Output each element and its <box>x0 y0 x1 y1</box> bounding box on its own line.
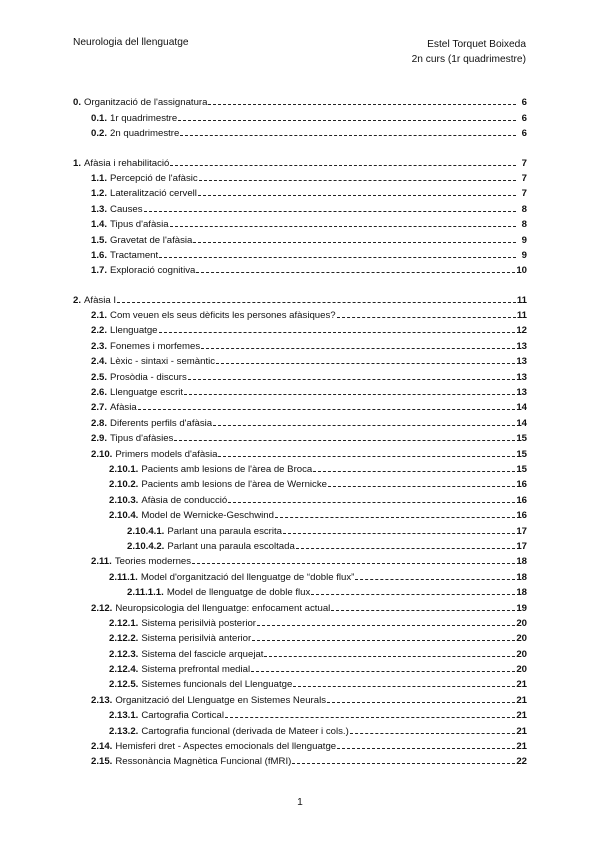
toc-entry-page: 6 <box>521 128 527 140</box>
toc-entry-title: Diferents perfils d'afàsia <box>110 417 213 429</box>
toc-dot-leader <box>251 670 515 672</box>
toc-entry-page: 13 <box>516 387 527 399</box>
toc-entry[interactable] <box>73 124 527 139</box>
toc-entry-title: Tipus d'afàsies <box>110 433 174 445</box>
toc-entry-page: 21 <box>516 679 527 691</box>
toc-dot-leader <box>264 655 515 657</box>
toc-entry-page: 9 <box>521 234 527 246</box>
toc-entry-number: 1.4. <box>91 219 108 231</box>
toc-dot-leader <box>184 393 515 395</box>
toc-entry-page: 7 <box>521 157 527 169</box>
toc-entry[interactable] <box>73 321 527 336</box>
toc-dot-leader <box>159 331 516 333</box>
toc-entry-page: 19 <box>516 602 527 614</box>
toc-entry-title: Ressonància Magnètica Funcional (fMRI) <box>115 756 292 768</box>
toc-entry[interactable] <box>73 690 527 705</box>
toc-entry[interactable] <box>73 230 527 245</box>
toc-dot-leader <box>193 241 516 243</box>
toc-entry[interactable] <box>73 215 527 230</box>
toc-dot-leader <box>174 439 515 441</box>
toc-entry-title: Llenguatge <box>110 325 158 337</box>
toc-entry-title: Model d'organització del llenguatge de “doble flux” <box>140 571 355 583</box>
toc-entry-number: 2.6. <box>91 387 108 399</box>
toc-dot-leader <box>283 532 515 534</box>
toc-entry-page: 20 <box>516 617 527 629</box>
toc-entry-title: Tractament <box>110 249 159 261</box>
toc-entry-title: Tipus d'afàsia <box>110 219 169 231</box>
toc-entry[interactable] <box>73 552 527 567</box>
toc-dot-leader <box>201 347 515 349</box>
toc-entry-number: 2.13. <box>91 694 113 706</box>
toc-entry[interactable] <box>73 153 527 168</box>
toc-dot-leader <box>216 362 515 364</box>
toc-entry-page: 16 <box>516 479 527 491</box>
toc-entry-title: Percepció de l'afàsic <box>110 172 198 184</box>
toc-entry-number: 1.3. <box>91 203 108 215</box>
header-author: Estel Torquet Boixeda <box>427 39 526 50</box>
toc-entry[interactable] <box>73 490 527 505</box>
toc-entry-title: Afàsia de conducció <box>141 494 228 506</box>
toc-entry-number: 2.7. <box>91 402 108 414</box>
toc-entry-number: 2.11.1.1. <box>127 587 164 599</box>
toc-entry-number: 2.13.1. <box>109 710 139 722</box>
toc-entry[interactable] <box>73 475 527 490</box>
toc-dot-leader <box>313 470 515 472</box>
toc-entry[interactable] <box>73 614 527 629</box>
toc-dot-leader <box>337 316 516 318</box>
toc-entry-number: 2.2. <box>91 325 108 337</box>
toc-entry[interactable] <box>73 306 527 321</box>
toc-entry-number: 1.7. <box>91 265 108 277</box>
toc-entry-number: 2.10.3. <box>109 494 139 506</box>
toc-dot-leader <box>170 164 516 166</box>
toc-entry-title: Gravetat de l'afàsia <box>110 234 193 246</box>
toc-entry-title: Llenguatge escrit <box>110 387 184 399</box>
toc-entry-title: Sistema del fascicle arquejat <box>141 648 264 660</box>
toc-entry-page: 20 <box>516 633 527 645</box>
toc-dot-leader <box>296 547 516 549</box>
toc-section-gap <box>73 276 527 290</box>
toc-entry-number: 2.15. <box>91 756 113 768</box>
toc-entry[interactable] <box>73 336 527 351</box>
toc-entry-title: 2n quadrimestre <box>110 128 180 140</box>
toc-entry-title: Afàsia I <box>84 294 117 306</box>
toc-entry-page: 17 <box>516 525 527 537</box>
toc-entry-title: Model de Wernicke-Geschwind <box>141 510 274 522</box>
toc-entry-page: 14 <box>516 402 527 414</box>
toc-dot-leader <box>208 103 516 105</box>
toc-entry-page: 15 <box>516 463 527 475</box>
toc-entry-number: 2.13.2. <box>109 725 139 737</box>
toc-entry-title: Com veuen els seus dèficits les persones afàsiques? <box>110 310 336 322</box>
toc-entry[interactable] <box>73 413 527 428</box>
toc-entry-number: 2.10.4.2. <box>127 540 165 552</box>
header-course: 2n curs (1r quadrimestre) <box>411 54 526 65</box>
toc-entry-number: 2.11.1. <box>109 571 138 583</box>
toc-entry-number: 2.11. <box>91 556 112 568</box>
toc-entry-page: 22 <box>516 756 527 768</box>
toc-entry-number: 2.12.2. <box>109 633 139 645</box>
toc-entry[interactable] <box>73 460 527 475</box>
toc-entry[interactable] <box>73 290 527 305</box>
toc-entry[interactable] <box>73 367 527 382</box>
toc-entry[interactable] <box>73 398 527 413</box>
toc-dot-leader <box>192 562 515 564</box>
toc-dot-leader <box>199 179 516 181</box>
toc-entry-number: 2.3. <box>91 340 108 352</box>
toc-entry-page: 9 <box>521 249 527 261</box>
toc-dot-leader <box>337 747 515 749</box>
toc-entry-number: 2.10.1. <box>109 463 139 475</box>
toc-entry-number: 2.12.3. <box>109 648 139 660</box>
toc-entry-title: Hemisferi dret - Aspectes emocionals del llenguatge <box>115 741 337 753</box>
toc-dot-leader <box>170 225 516 227</box>
toc-entry-page: 8 <box>521 203 527 215</box>
toc-entry-title: Cartografia funcional (derivada de Mateer i cols.) <box>141 725 349 737</box>
toc-dot-leader <box>144 210 516 212</box>
toc-entry-page: 11 <box>516 310 527 322</box>
toc-entry-number: 2.10.2. <box>109 479 139 491</box>
toc-entry-page: 16 <box>516 510 527 522</box>
toc-dot-leader <box>117 301 516 303</box>
toc-entry-number: 0.2. <box>91 128 108 140</box>
toc-entry[interactable] <box>73 108 527 123</box>
toc-dot-leader <box>328 485 515 487</box>
toc-dot-leader <box>225 716 515 718</box>
toc-entry-number: 0.1. <box>91 112 108 124</box>
toc-dot-leader <box>159 256 516 258</box>
toc-entry[interactable] <box>73 706 527 721</box>
toc-entry-page: 21 <box>516 741 527 753</box>
toc-entry-number: 1.6. <box>91 249 108 261</box>
toc-entry-title: Lateralització cervell <box>110 188 197 200</box>
toc-entry[interactable] <box>73 429 527 444</box>
toc-entry[interactable] <box>73 444 527 459</box>
toc-entry-title: Sistema perisilvià anterior <box>141 633 252 645</box>
toc-entry-title: Teories modernes <box>114 556 192 568</box>
toc-entry-title: Organització de l'assignatura <box>84 97 208 109</box>
toc-entry-number: 2.10. <box>91 448 113 460</box>
toc-entry[interactable] <box>73 537 527 552</box>
toc-entry-title: Sistemes funcionals del Llenguatge <box>141 679 293 691</box>
toc-entry-number: 2.12.5. <box>109 679 139 691</box>
toc-entry-number: 2.9. <box>91 433 108 445</box>
toc-entry[interactable] <box>73 752 527 767</box>
toc-entry-number: 2.5. <box>91 371 108 383</box>
toc-entry-page: 21 <box>516 725 527 737</box>
toc-entry[interactable] <box>73 169 527 184</box>
toc-entry-page: 18 <box>516 556 527 568</box>
toc-dot-leader <box>252 639 515 641</box>
toc-entry[interactable] <box>73 184 527 199</box>
toc-entry-title: Exploració cognitiva <box>110 265 196 277</box>
toc-entry-page: 11 <box>516 294 527 306</box>
toc-dot-leader <box>331 609 515 611</box>
toc-entry-title: Pacients amb lesions de l'àrea de Wernicke <box>141 479 327 491</box>
toc-entry-title: Causes <box>110 203 143 215</box>
toc-dot-leader <box>327 701 515 703</box>
toc-entry-page: 6 <box>521 112 527 124</box>
toc-entry-title: Neuropsicologia del llenguatge: enfocament actual <box>115 602 331 614</box>
toc-entry-page: 21 <box>516 710 527 722</box>
toc-dot-leader <box>275 516 515 518</box>
toc-entry-title: Primers models d'afàsia <box>115 448 218 460</box>
header-author-block <box>412 37 526 67</box>
toc-entry-page: 16 <box>516 494 527 506</box>
toc-entry[interactable] <box>73 521 527 536</box>
toc-entry-title: Parlant una paraula escoltada <box>167 540 295 552</box>
toc-entry-page: 20 <box>516 648 527 660</box>
toc-dot-leader <box>213 424 515 426</box>
toc-entry-page: 18 <box>516 571 527 583</box>
toc-entry-number: 2.4. <box>91 356 108 368</box>
toc-entry-number: 0. <box>73 97 82 109</box>
toc-entry-number: 2.1. <box>91 310 108 322</box>
toc-entry[interactable] <box>73 583 527 598</box>
toc-entry-page: 21 <box>516 694 527 706</box>
toc-entry-number: 2.12.1. <box>109 617 139 629</box>
toc-entry-title: Afàsia <box>110 402 137 414</box>
toc-entry-page: 15 <box>516 433 527 445</box>
toc-entry-page: 20 <box>516 664 527 676</box>
toc-entry-title: Afàsia i rehabilitació <box>84 157 170 169</box>
toc-entry-title: Organització del Llenguatge en Sistemes Neurals <box>115 694 326 706</box>
toc-entry-page: 13 <box>516 340 527 352</box>
toc-dot-leader <box>178 119 516 121</box>
toc-entry-page: 18 <box>516 587 527 599</box>
toc-entry-number: 2.12.4. <box>109 664 139 676</box>
toc-entry-page: 7 <box>521 172 527 184</box>
toc-entry-title: Parlant una paraula escrita <box>167 525 283 537</box>
toc-dot-leader <box>355 578 515 580</box>
table-of-contents <box>73 93 527 767</box>
toc-dot-leader <box>138 408 516 410</box>
toc-entry[interactable] <box>73 261 527 276</box>
toc-entry-title: Model de llenguatge de doble flux <box>166 587 311 599</box>
header-document-title: Neurologia del llenguatge <box>73 37 189 48</box>
toc-entry-title: Fonemes i morfemes <box>110 340 201 352</box>
toc-entry-number: 1.2. <box>91 188 108 200</box>
toc-entry-number: 2.12. <box>91 602 113 614</box>
toc-dot-leader <box>196 271 515 273</box>
toc-section-gap <box>73 139 527 153</box>
toc-entry[interactable] <box>73 644 527 659</box>
toc-dot-leader <box>218 455 515 457</box>
toc-entry[interactable] <box>73 660 527 675</box>
toc-entry[interactable] <box>73 352 527 367</box>
toc-entry[interactable] <box>73 246 527 261</box>
toc-entry-page: 10 <box>516 265 527 277</box>
toc-dot-leader <box>180 134 516 136</box>
toc-dot-leader <box>198 194 516 196</box>
toc-entry[interactable] <box>73 598 527 613</box>
toc-entry-page: 6 <box>521 97 527 109</box>
toc-entry-page: 7 <box>521 188 527 200</box>
toc-entry-title: Pacients amb lesions de l'àrea de Broca <box>141 463 313 475</box>
toc-entry-number: 2.10.4. <box>109 510 139 522</box>
toc-entry-title: 1r quadrimestre <box>110 112 178 124</box>
toc-entry-title: Sistema prefrontal medial <box>141 664 251 676</box>
toc-entry-title: Lèxic - sintaxi - semàntic <box>110 356 216 368</box>
toc-entry-title: Prosòdia - discurs <box>110 371 187 383</box>
toc-dot-leader <box>188 378 516 380</box>
toc-entry[interactable] <box>73 506 527 521</box>
toc-dot-leader <box>228 501 515 503</box>
toc-entry[interactable] <box>73 721 527 736</box>
toc-entry[interactable] <box>73 199 527 214</box>
toc-entry-number: 2.14. <box>91 741 113 753</box>
toc-entry-page: 8 <box>521 219 527 231</box>
toc-entry[interactable] <box>73 675 527 690</box>
toc-entry-number: 2.10.4.1. <box>127 525 165 537</box>
toc-entry-page: 17 <box>516 540 527 552</box>
toc-entry-page: 13 <box>516 356 527 368</box>
toc-dot-leader <box>257 624 515 626</box>
toc-entry-page: 12 <box>516 325 527 337</box>
toc-entry[interactable] <box>73 93 527 108</box>
toc-dot-leader <box>350 732 516 734</box>
toc-entry[interactable] <box>73 567 527 582</box>
toc-entry-number: 2. <box>73 294 82 306</box>
toc-entry[interactable] <box>73 737 527 752</box>
toc-entry-title: Cartografia Cortical <box>141 710 224 722</box>
page-number: 1 <box>297 797 303 808</box>
toc-entry-number: 1. <box>73 157 82 169</box>
toc-entry[interactable] <box>73 629 527 644</box>
toc-entry-page: 15 <box>516 448 527 460</box>
toc-dot-leader <box>293 685 515 687</box>
toc-entry-title: Sistema perisilvià posterior <box>141 617 256 629</box>
toc-entry-number: 1.5. <box>91 234 108 246</box>
toc-entry-page: 13 <box>516 371 527 383</box>
toc-entry-number: 1.1. <box>91 172 108 184</box>
toc-entry-number: 2.8. <box>91 417 108 429</box>
toc-dot-leader <box>292 762 515 764</box>
toc-entry-page: 14 <box>516 417 527 429</box>
toc-entry[interactable] <box>73 383 527 398</box>
toc-dot-leader <box>311 593 515 595</box>
